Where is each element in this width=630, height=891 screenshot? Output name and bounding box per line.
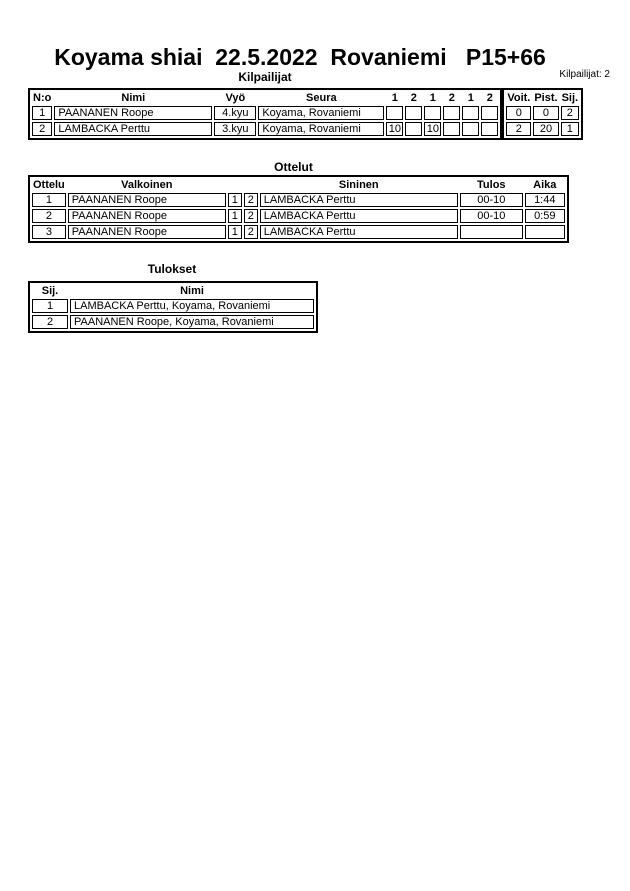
score-cell xyxy=(481,106,498,120)
white-number-cell: 1 xyxy=(228,209,242,223)
page-title: Koyama shiai 22.5.2022 Rovaniemi P15+66 xyxy=(54,44,546,70)
competitors-table xyxy=(28,88,502,140)
score-cell: 10 xyxy=(386,122,403,136)
wins-cell: 2 xyxy=(506,122,531,136)
competitor-club-cell: Koyama, Rovaniemi xyxy=(258,106,384,120)
matches-section-title: Ottelut xyxy=(274,160,313,174)
col-header-score-4: 2 xyxy=(448,92,455,104)
blue-number-cell: 2 xyxy=(244,225,258,239)
results-section-title: Tulokset xyxy=(147,262,197,276)
blue-player-cell: LAMBACKA Perttu xyxy=(260,209,458,223)
match-result-cell: 00-10 xyxy=(460,209,523,223)
col-header-place: Sij. xyxy=(41,285,59,297)
col-header-white: Valkoinen xyxy=(121,179,173,191)
col-header-result: Tulos xyxy=(477,179,506,191)
table-row xyxy=(32,209,565,223)
table-row xyxy=(32,106,498,120)
col-header-club: Seura xyxy=(306,92,337,104)
col-header-points: Pist. xyxy=(534,92,558,104)
table-row xyxy=(32,122,498,136)
results-table-group xyxy=(28,281,318,333)
score-cell xyxy=(405,106,422,120)
competitor-name-cell: PAANANEN Roope xyxy=(54,106,212,120)
competitors-header-row xyxy=(32,92,498,104)
match-number-cell: 3 xyxy=(32,225,66,239)
table-row xyxy=(32,315,314,329)
competitor-name-cell: LAMBACKA Perttu xyxy=(54,122,212,136)
score-cell xyxy=(462,106,479,120)
col-header-score-2: 2 xyxy=(410,92,417,104)
competitor-club-cell: Koyama, Rovaniemi xyxy=(258,122,384,136)
blue-number-cell: 2 xyxy=(244,209,258,223)
place-cell: 1 xyxy=(561,122,580,136)
blue-player-cell: LAMBACKA Perttu xyxy=(260,193,458,207)
white-number-cell: 1 xyxy=(228,193,242,207)
col-header-match-no: Ottelu xyxy=(33,179,65,191)
competitor-belt-cell: 3.kyu xyxy=(214,122,256,136)
match-time-cell: 1:44 xyxy=(525,193,565,207)
col-header-wins: Voit. xyxy=(507,92,531,104)
table-row xyxy=(32,299,314,313)
col-header-score-5: 1 xyxy=(467,92,474,104)
table-row xyxy=(32,193,565,207)
competitor-number-cell: 2 xyxy=(32,122,52,136)
score-cell xyxy=(462,122,479,136)
table-row xyxy=(32,225,565,239)
col-header-white-no xyxy=(228,179,242,191)
competitor-belt-cell: 4.kyu xyxy=(214,106,256,120)
match-time-cell xyxy=(525,225,565,239)
col-header-score-3: 1 xyxy=(429,92,436,104)
points-cell: 0 xyxy=(533,106,558,120)
table-row xyxy=(506,106,579,120)
competitor-count-label: Kilpailijat: 2 xyxy=(559,69,610,80)
score-cell xyxy=(481,122,498,136)
results-table xyxy=(28,281,318,333)
col-header-belt: Vyö xyxy=(225,92,246,104)
competitors-results-subtable xyxy=(502,88,583,140)
competitor-number-cell: 1 xyxy=(32,106,52,120)
result-name-cell: PAANANEN Roope, Koyama, Rovaniemi xyxy=(70,315,314,329)
blue-player-cell: LAMBACKA Perttu xyxy=(260,225,458,239)
score-cell: 10 xyxy=(424,122,441,136)
white-number-cell: 1 xyxy=(228,225,242,239)
score-cell xyxy=(386,106,403,120)
points-cell: 20 xyxy=(533,122,558,136)
place-cell: 2 xyxy=(32,315,68,329)
col-header-no: N:o xyxy=(33,92,52,104)
match-number-cell: 1 xyxy=(32,193,66,207)
score-cell xyxy=(424,106,441,120)
matches-table xyxy=(28,175,569,243)
match-result-cell: 00-10 xyxy=(460,193,523,207)
result-name-cell: LAMBACKA Perttu, Koyama, Rovaniemi xyxy=(70,299,314,313)
competitors-table-group xyxy=(28,88,583,140)
match-number-cell: 2 xyxy=(32,209,66,223)
matches-table-group xyxy=(28,175,569,243)
col-header-name: Nimi xyxy=(121,92,146,104)
place-cell: 1 xyxy=(32,299,68,313)
white-player-cell: PAANANEN Roope xyxy=(68,209,226,223)
col-header-time: Aika xyxy=(533,179,557,191)
blue-number-cell: 2 xyxy=(244,193,258,207)
table-row xyxy=(506,122,579,136)
col-header-score-6: 2 xyxy=(486,92,493,104)
col-header-name: Nimi xyxy=(180,285,204,297)
results-header-row xyxy=(32,285,314,297)
score-cell xyxy=(405,122,422,136)
place-cell: 2 xyxy=(561,106,580,120)
wins-cell: 0 xyxy=(506,106,531,120)
match-result-cell xyxy=(460,225,523,239)
white-player-cell: PAANANEN Roope xyxy=(68,193,226,207)
score-cell xyxy=(443,122,460,136)
score-cell xyxy=(443,106,460,120)
results-subtable-header-row xyxy=(506,92,579,104)
match-time-cell: 0:59 xyxy=(525,209,565,223)
matches-header-row xyxy=(32,179,565,191)
white-player-cell: PAANANEN Roope xyxy=(68,225,226,239)
col-header-blue: Sininen xyxy=(338,179,379,191)
competitors-section-title: Kilpailijat xyxy=(238,70,292,84)
col-header-place: Sij. xyxy=(561,92,579,104)
col-header-blue-no xyxy=(244,179,258,191)
col-header-score-1: 1 xyxy=(391,92,398,104)
